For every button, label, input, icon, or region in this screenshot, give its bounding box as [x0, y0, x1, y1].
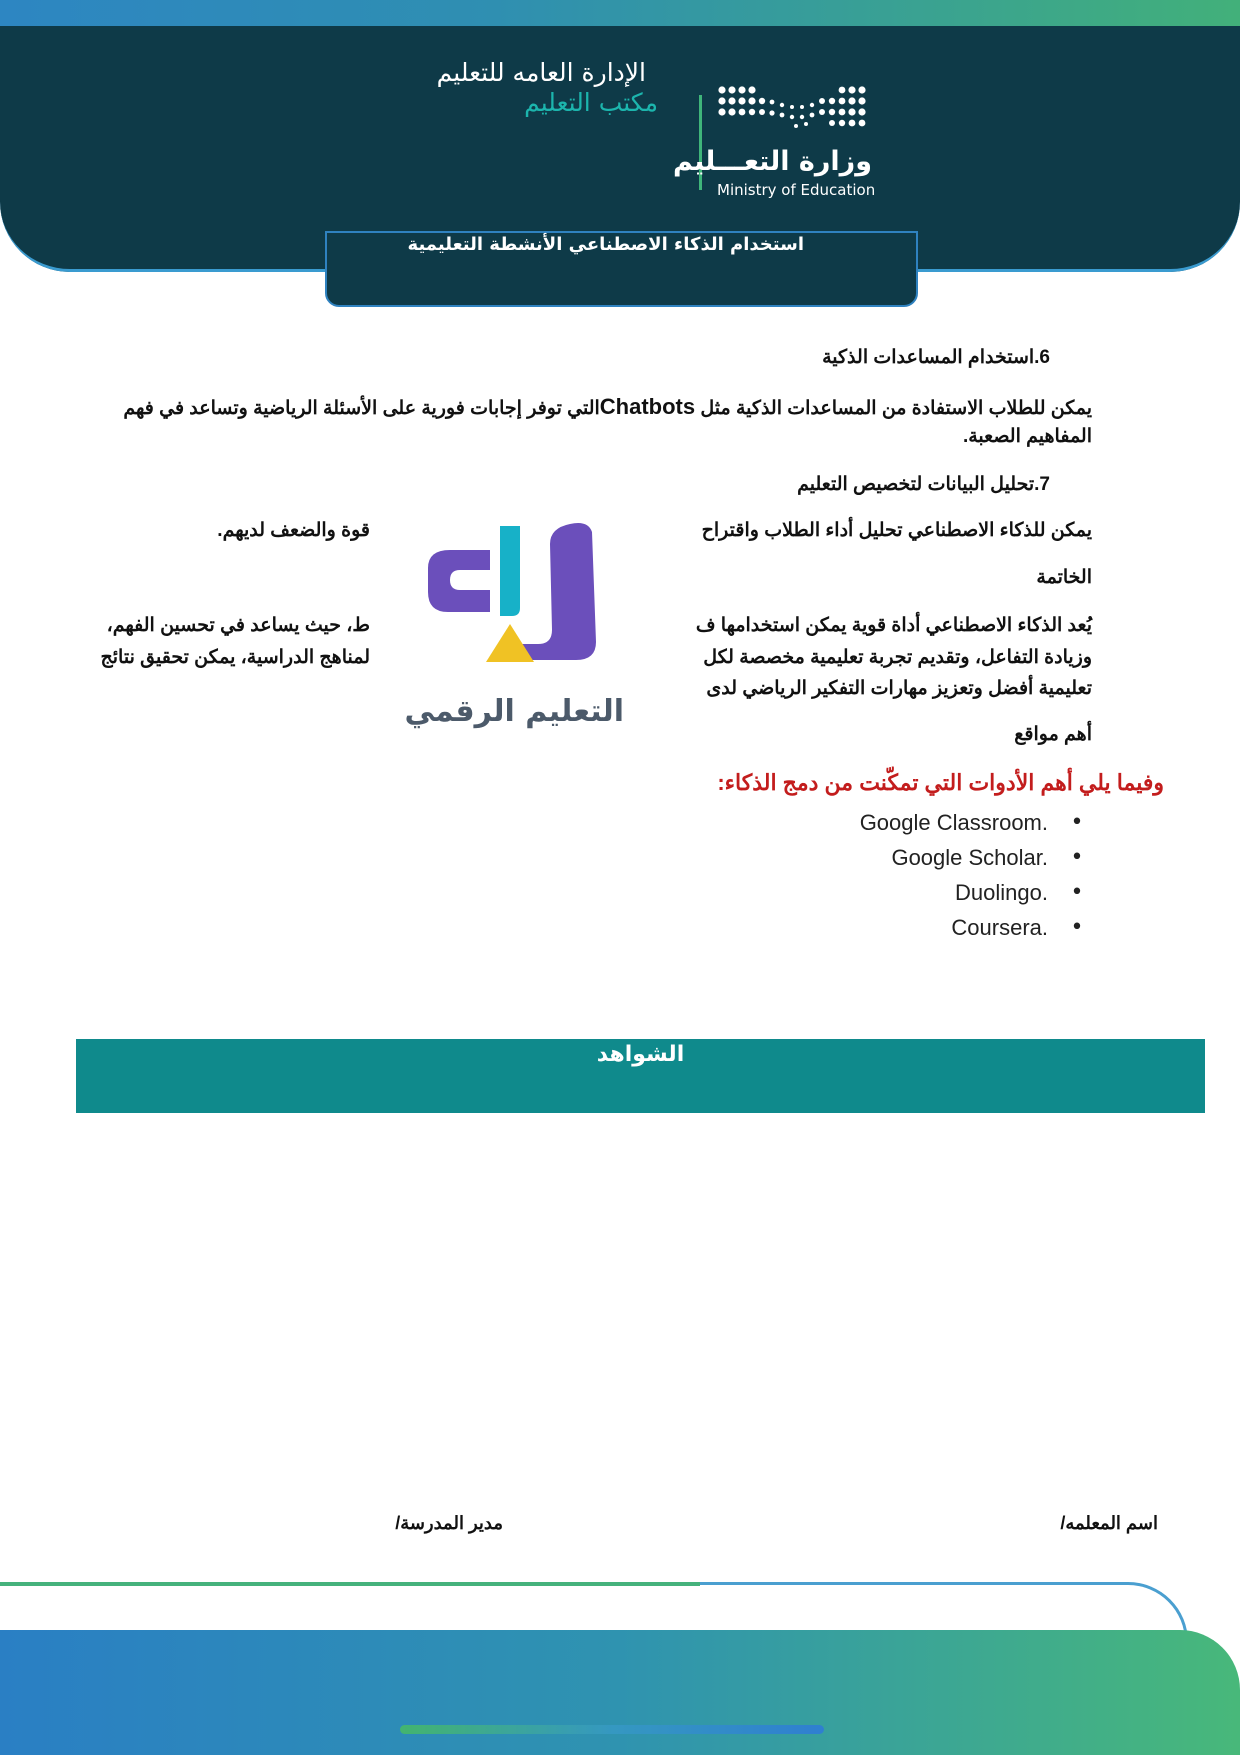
tool-coursera: Coursera. — [951, 914, 1048, 940]
ministry-name-english: Ministry of Education — [717, 181, 876, 199]
page-title: استخدام الذكاء الاصطناعي الأنشطة التعليمية — [407, 234, 804, 255]
conclusion-heading: الخاتمة — [1036, 567, 1092, 588]
footer-banner — [0, 1630, 1240, 1755]
bullet-icon: • — [1070, 915, 1084, 940]
sites-heading: أهم مواقع — [1014, 724, 1092, 745]
office-title: مكتب التعليم — [524, 88, 658, 117]
principal-signature-label: مدير المدرسة/ — [395, 1513, 503, 1533]
list-item — [692, 840, 1092, 875]
evidence-title: الشواهد — [596, 1042, 685, 1067]
bottom-curve-green-line — [0, 1582, 700, 1586]
list-item — [692, 910, 1092, 945]
tools-list — [692, 805, 1092, 945]
admin-title: الإدارة العامه للتعليم — [436, 58, 646, 87]
list-item — [692, 875, 1092, 910]
conclusion-line-1-right: يُعد الذكاء الاصطناعي أداة قوية يمكن استخدامها ف — [695, 615, 1092, 636]
bullet-icon: • — [1070, 845, 1084, 870]
section6-body-part-c: التي توفر إجابات فورية على الأسئلة الرياضية وتساعد في فهم المفاهيم الصعبة. — [123, 398, 1092, 447]
footer-gradient-bar — [400, 1725, 824, 1734]
chatbots-term: Chatbots — [599, 394, 696, 419]
ministry-name-arabic: وزارة التعـــليم — [672, 146, 872, 177]
section6-heading: 6.استخدام المساعدات الذكية — [822, 347, 1050, 368]
section7-heading: 7.تحليل البيانات لتخصيص التعليم — [797, 474, 1050, 495]
tools-heading: وفيما يلي أهم الأدوات التي تمكّنت من دمج الذكاء: — [717, 770, 1164, 795]
section6-body-part-a: يمكن للطلاب الاستفادة من المساعدات الذكية مثل — [695, 398, 1092, 419]
ministry-logo-dots-icon — [716, 84, 872, 140]
rowad-logo-icon — [420, 520, 630, 670]
tool-google-scholar: Google Scholar. — [891, 844, 1048, 870]
teacher-signature-label: اسم المعلمه/ — [1060, 1513, 1158, 1533]
conclusion-line-2-right: وزيادة التفاعل، وتقديم تجربة تعليمية مخصصة لكل — [703, 647, 1092, 668]
bullet-icon: • — [1070, 810, 1084, 835]
conclusion-line-3-right: تعليمية أفضل وتعزيز مهارات التفكير الرياضي لدى — [706, 678, 1092, 699]
section7-body-right: يمكن للذكاء الاصطناعي تحليل أداء الطلاب واقتراح — [701, 520, 1092, 541]
watermark-tagline: التعليم الرقمي — [404, 694, 624, 729]
top-gradient-strip — [0, 0, 1240, 28]
section7-body-left: قوة والضعف لديهم. — [217, 520, 370, 541]
bullet-icon: • — [1070, 880, 1084, 905]
tool-duolingo: Duolingo. — [955, 879, 1048, 905]
conclusion-line-1-left: ط، حيث يساعد في تحسين الفهم، — [106, 615, 370, 636]
conclusion-line-2-left: لمناهج الدراسية، يمكن تحقيق نتائج — [100, 647, 370, 668]
list-item — [692, 805, 1092, 840]
tool-google-classroom: Google Classroom. — [859, 809, 1048, 835]
section6-body — [92, 393, 1092, 451]
